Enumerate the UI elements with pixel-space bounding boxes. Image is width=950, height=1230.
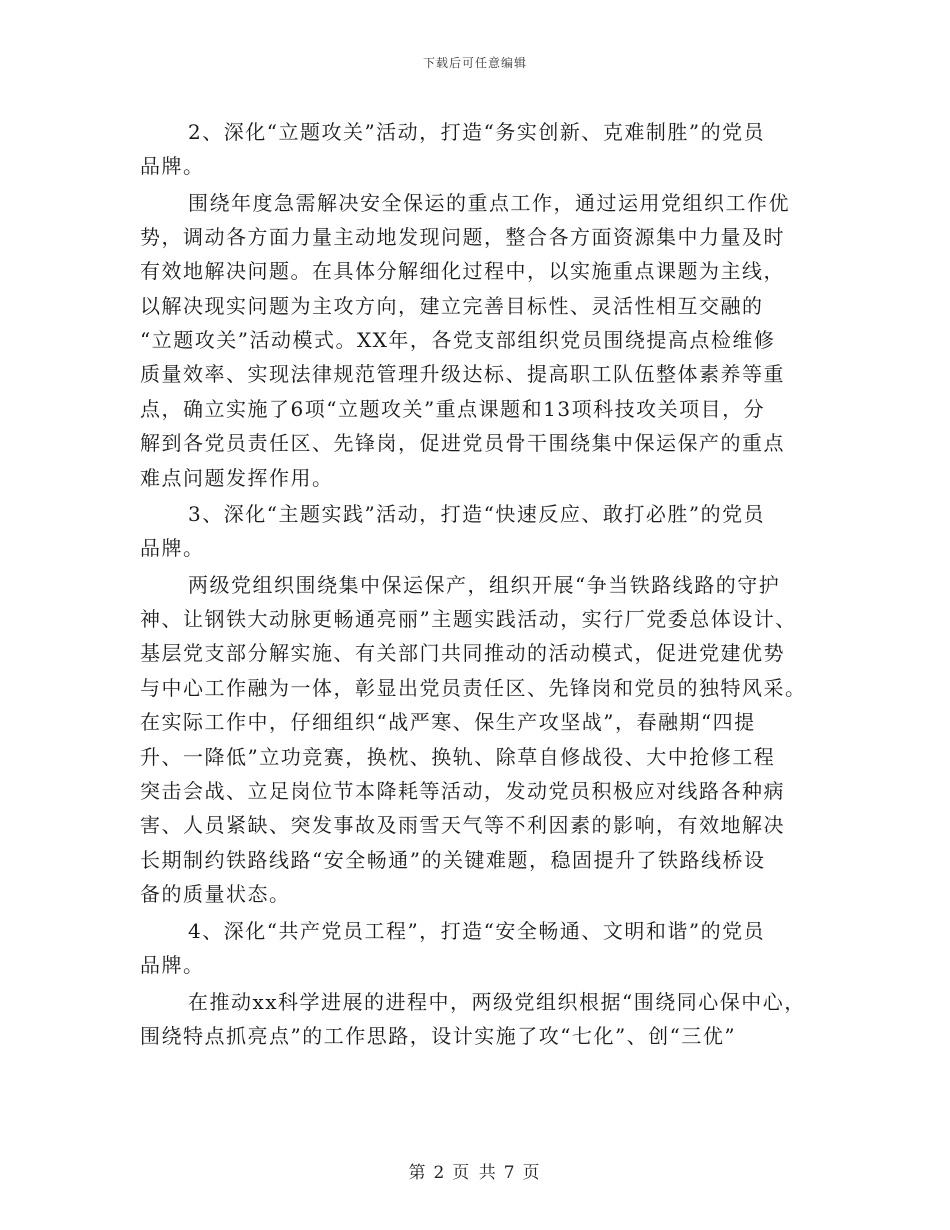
paragraph-line: 备的质量状态。: [140, 882, 291, 906]
paragraph-line: 品牌。: [140, 154, 205, 178]
paragraph-line: 品牌。: [140, 953, 205, 977]
footer-prefix: 第: [408, 1163, 428, 1183]
paragraph-line: 基层党支部分解实施、有关部门共同推动的活动模式，促进党建优势: [140, 641, 785, 665]
paragraph-line: 突击会战、立足岗位节本降耗等活动，发动党员积极应对线路各种病: [140, 779, 785, 803]
total-pages-number: 7: [503, 1163, 517, 1183]
paragraph-line: 难点问题发挥作用。: [140, 466, 334, 490]
paragraph-line: 点，确立实施了6项“立题攻关”重点课题和13项科技攻关项目，分: [140, 397, 766, 421]
paragraph-line: 围绕特点抓亮点”的工作思路，设计实施了攻“七化”、创“三优”: [140, 1024, 737, 1048]
paragraph-line: 升、一降低”立功竞赛，换枕、换轨、除草自修战役、大中抢修工程: [140, 745, 776, 769]
paragraph-line: 神、让钢铁大动脉更畅通亮丽”主题实践活动，实行厂党委总体设计、: [140, 607, 797, 631]
paragraph-line: 围绕年度急需解决安全保运的重点工作，通过运用党组织工作优: [188, 191, 790, 215]
page-header-note: 下载后可任意编辑: [422, 56, 527, 70]
paragraph-line: 有效地解决问题。在具体分解细化过程中，以实施重点课题为主线，: [140, 259, 785, 283]
paragraph-line: 4、深化“共产党员工程”，打造“安全畅通、文明和谐”的党员: [188, 919, 766, 943]
paragraph-line: 品牌。: [140, 536, 205, 560]
footer-suffix: 页: [522, 1163, 542, 1183]
paragraph-line: 在实际工作中，仔细组织“战严寒、保生产攻坚战”，春融期“四提: [140, 710, 756, 734]
footer-mid: 页 共: [452, 1163, 498, 1183]
paragraph-line: 2、深化“立题攻关”活动，打造“务实创新、克难制胜”的党员: [188, 120, 766, 144]
paragraph-line: 质量效率、实现法律规范管理升级达标、提高职工队伍整体素养等重: [140, 362, 785, 386]
paragraph-line: 害、人员紧缺、突发事故及雨雪天气等不利因素的影响，有效地解决: [140, 813, 785, 837]
current-page-number: 2: [433, 1163, 447, 1183]
paragraph-line: 与中心工作融为一体，彰显出党员责任区、先锋岗和党员的独特风采。: [140, 676, 807, 700]
paragraph-line: “立题攻关”活动模式。XX年，各党支部组织党员围绕提高点检维修: [140, 328, 776, 352]
page-footer: [0, 1158, 950, 1183]
paragraph-line: 势，调动各方面力量主动地发现问题，整合各方面资源集中力量及时: [140, 225, 785, 249]
paragraph-line: 两级党组织围绕集中保运保产，组织开展“争当铁路线路的守护: [188, 573, 781, 597]
paragraph-line: 在推动xx科学进展的进程中，两级党组织根据“围绕同心保中心，: [188, 990, 806, 1014]
paragraph-line: 解到各党员责任区、先锋岗，促进党员骨干围绕集中保运保产的重点: [140, 431, 785, 455]
paragraph-line: 长期制约铁路线路“安全畅通”的关键难题，稳固提升了铁路线桥设: [140, 848, 766, 872]
paragraph-line: 以解决现实问题为主攻方向，建立完善目标性、灵活性相互交融的: [140, 294, 764, 318]
paragraph-line: 3、深化“主题实践”活动，打造“快速反应、敢打必胜”的党员: [188, 502, 766, 526]
